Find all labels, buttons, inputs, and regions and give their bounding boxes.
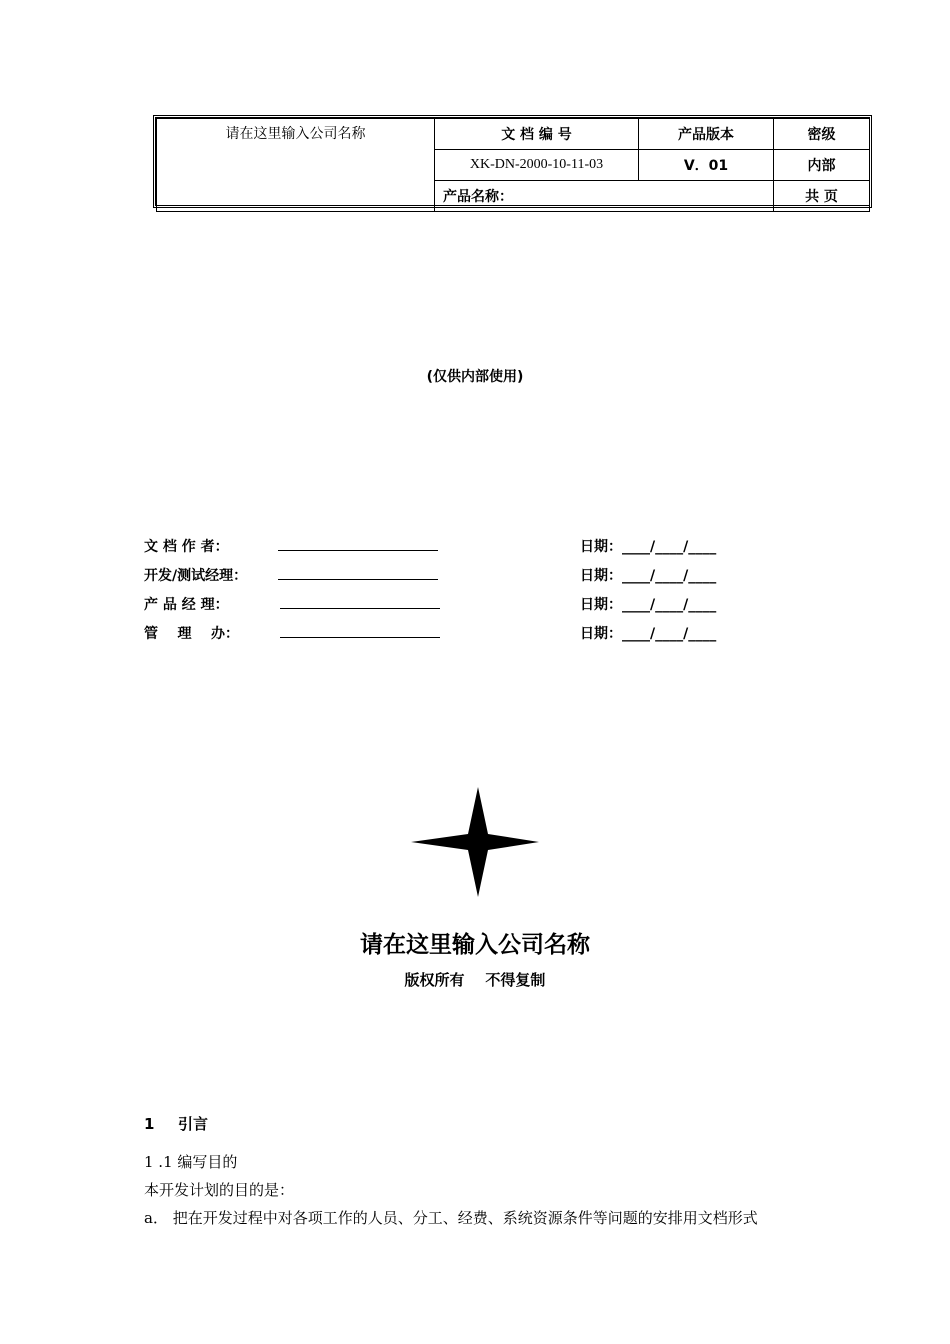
date-field: 日期：____/____/____ [580,597,717,613]
security-level-label: 密级 [774,119,870,150]
signature-line [280,608,440,609]
signature-label: 管 理 办： [144,626,239,642]
date-field: 日期：____/____/____ [580,626,717,642]
security-level-value: 内部 [774,150,870,181]
date-field: 日期：____/____/____ [580,568,717,584]
doc-number-value: XK-DN-2000-10-11-03 [435,150,639,181]
section-heading [144,1113,208,1134]
section-number: 1 [144,1115,155,1133]
signature-row-author [144,536,744,556]
doc-number-label: 文 档 编 号 [435,119,639,150]
body-paragraph: 本开发计划的目的是： [144,1181,295,1199]
section-title: 引言 [178,1115,209,1133]
company-name-cell: 请在这里输入公司名称 [157,119,435,212]
product-name-label: 产品名称： [435,181,774,212]
signature-label: 产 品 经 理： [144,597,229,613]
copyright-notice: 版权所有 不得复制 [404,971,546,989]
signature-row-product-manager [144,594,744,614]
signature-row-dev-test-manager [144,565,744,585]
four-point-star-icon [411,787,539,897]
total-pages-label: 共 页 [774,181,870,212]
internal-use-notice: (仅供内部使用) [426,369,524,385]
header-grid [156,118,870,212]
date-field: 日期：____/____/____ [580,539,717,555]
product-version-label: 产品版本 [639,119,774,150]
signature-line [278,550,438,551]
product-version-value: V．01 [639,150,774,181]
signature-line [278,579,438,580]
signature-row-admin-office [144,623,744,643]
signature-line [280,637,440,638]
signature-label: 文 档 作 者： [144,539,229,555]
signature-label: 开发/测试经理： [144,568,248,584]
subsection-heading: 1 .1 编写目的 [144,1153,238,1171]
company-title: 请在这里输入公司名称 [360,932,590,958]
body-paragraph: a． 把在开发过程中对各项工作的人员、分工、经费、系统资源条件等问题的安排用文档形式 [144,1209,758,1227]
document-header-table [153,115,872,208]
